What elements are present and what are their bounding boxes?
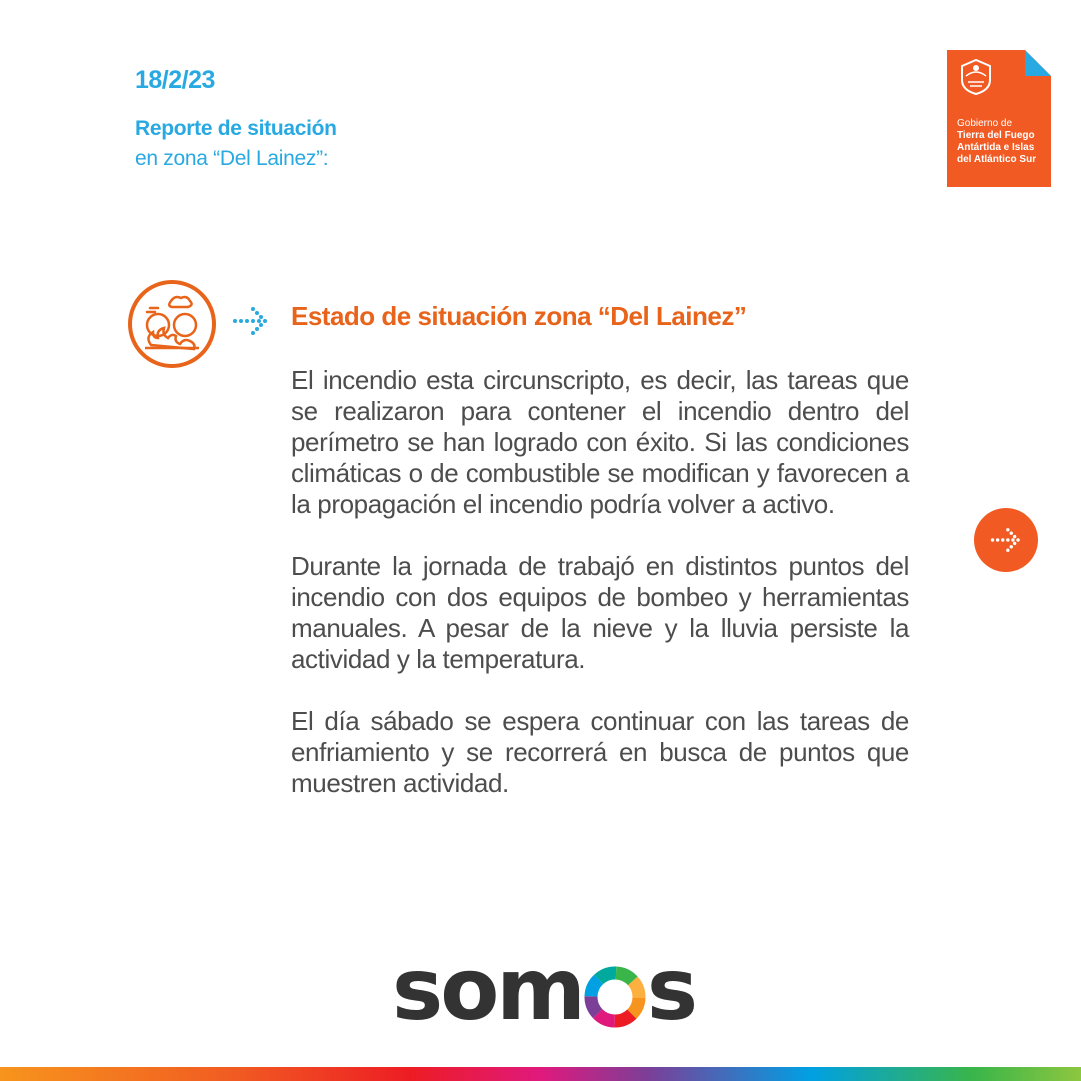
paragraph-3: El día sábado se espera continuar con las tareas de enfriamiento y se recorrerá en busca de puntos que muestren actividad. [291, 706, 909, 798]
dotted-arrow-icon [990, 524, 1024, 556]
paragraph-2: Durante la jornada de trabajó en distintos puntos del incendio con dos equipos de bombeo y herramientas manuales. A pesar de la nieve y la lluvia persiste la actividad y la temperatura. [291, 551, 909, 674]
crest-icon [956, 56, 996, 96]
paragraph-1: El incendio esta circunscripto, es decir, las tareas que se realizaron para contener el incendio dentro del perímetro se han logrado con éxito. Si las condiciones climáticas o de combustible se modifican y favorecen a la propagación el incendio podría volver a activo. [291, 365, 909, 519]
forest-fire-icon [127, 279, 217, 369]
somos-logo [392, 940, 696, 1040]
section-title: Estado de situación zona “Del Lainez” [291, 301, 747, 331]
next-slide-button[interactable] [974, 508, 1038, 572]
gov-line-1: Gobierno de [957, 118, 1013, 129]
rainbow-footer-bar [0, 1067, 1081, 1081]
government-name [957, 118, 1049, 166]
badge-fold-corner [1025, 50, 1051, 76]
gov-line-4: del Atlántico Sur [957, 154, 1037, 165]
dotted-arrow-icon [232, 303, 272, 339]
report-body [291, 365, 909, 830]
color-ring-icon [584, 966, 646, 1028]
date: 18/2/23 [135, 66, 215, 94]
report-title: Reporte de situación [135, 117, 337, 140]
report-subtitle: en zona “Del Lainez”: [135, 147, 329, 170]
logo-text-start: som [392, 940, 583, 1040]
gov-line-3: Antártida e Islas [957, 142, 1035, 153]
logo-text-end: s [646, 940, 696, 1040]
gov-line-2: Tierra del Fuego [957, 130, 1035, 141]
